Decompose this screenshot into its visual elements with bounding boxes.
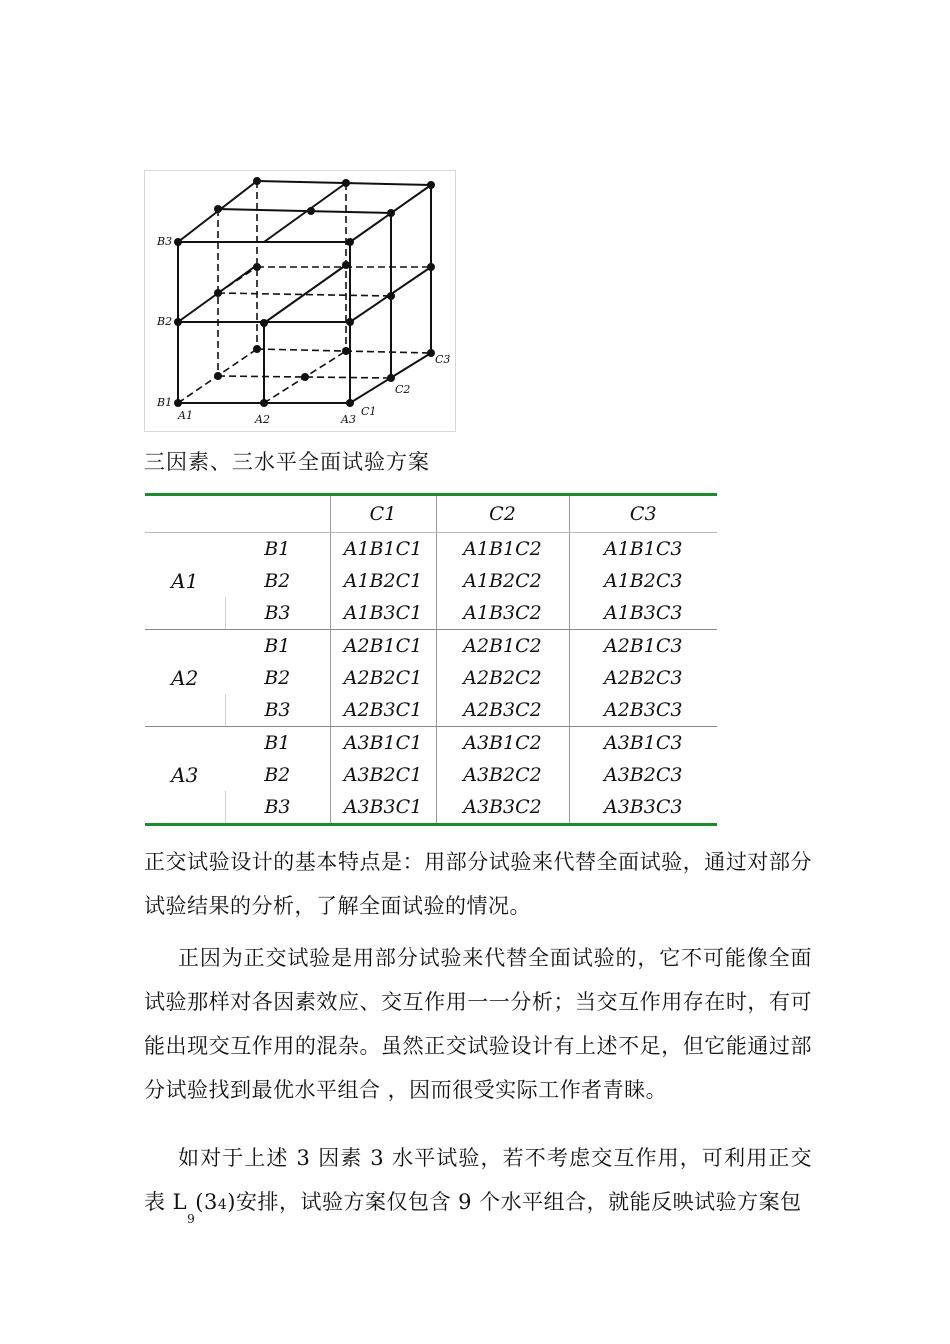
table-cell: A3B1C3 (569, 727, 717, 760)
table-cell: A2B3C3 (569, 694, 717, 727)
table-cell: A1B2C3 (569, 565, 717, 597)
header-c3: C3 (569, 495, 717, 533)
table-cell: A3B2C3 (569, 759, 717, 791)
table-cell: A2B3C1 (330, 694, 436, 727)
table-row (145, 597, 717, 630)
table-row (145, 662, 717, 694)
table-header-row (145, 495, 717, 533)
table-cell: A3B2C2 (436, 759, 569, 791)
table-row (145, 630, 717, 663)
table-row (145, 694, 717, 727)
table-cell: A2B1C1 (330, 630, 436, 663)
label-c3: C3 (435, 353, 451, 366)
table-cell: A1B1C3 (569, 533, 717, 566)
factor-b-cell: B1 (264, 538, 291, 560)
factor-b-cell: B2 (264, 764, 291, 786)
factor-a-cell: A3 (145, 727, 225, 825)
table-cell: A1B2C2 (436, 565, 569, 597)
paragraph-basic-features: 正交试验设计的基本特点是：用部分试验来代替全面试验，通过对部分试验结果的分析，了解全面试验的情况。 (144, 850, 812, 918)
factor-b-cell: B1 (264, 635, 291, 657)
factor-b-cell: B2 (264, 570, 291, 592)
table-cell: A3B3C2 (436, 791, 569, 825)
table-row (145, 727, 717, 760)
paragraph-text: 安排，试验方案仅包含 9 个水平组合，就能反映试验方案包 (235, 1190, 802, 1214)
table-cell: A1B3C1 (330, 597, 436, 630)
factor-cube-figure (144, 170, 456, 432)
table-cell: A1B2C1 (330, 565, 436, 597)
table-cell: A3B3C3 (569, 791, 717, 825)
factor-b-cell: B2 (264, 667, 291, 689)
figure-caption: 三因素、三水平全面试验方案 (144, 450, 430, 474)
factor-b-cell: B1 (264, 732, 291, 754)
table-row (145, 791, 717, 825)
label-a3: A3 (341, 413, 356, 426)
label-b3: B3 (157, 235, 173, 248)
table-cell: A2B1C2 (436, 630, 569, 663)
factor-b-cell: B3 (225, 694, 330, 727)
paren-close: ) (227, 1190, 236, 1214)
table-row (145, 565, 717, 597)
subscript-9: 9 (187, 1212, 196, 1226)
label-c2: C2 (395, 383, 411, 396)
table-cell: A1B1C1 (330, 533, 436, 566)
table-cell: A3B1C2 (436, 727, 569, 760)
paragraph-text: 如对于上述 3 因素 3 水平试验，若不考虑交互作用，可利用正交表 L (144, 1146, 812, 1214)
paragraph-orthogonal-table (144, 1136, 812, 1227)
corner-cell (145, 495, 225, 533)
table-cell: A1B1C2 (436, 533, 569, 566)
paren-open: (3 (195, 1190, 218, 1214)
table-row (145, 533, 717, 566)
table-row (145, 759, 717, 791)
label-c1: C1 (361, 405, 377, 418)
full-factorial-table (145, 493, 717, 826)
table-cell: A1B3C3 (569, 597, 717, 630)
table-cell: A2B1C3 (569, 630, 717, 663)
superscript-4: 4 (217, 1197, 228, 1213)
table-cell: A3B1C1 (330, 727, 436, 760)
table-cell: A2B2C2 (436, 662, 569, 694)
table-cell: A3B3C1 (330, 791, 436, 825)
table-cell: A3B2C1 (330, 759, 436, 791)
header-c2: C2 (436, 495, 569, 533)
paragraph-limitations: 正因为正交试验是用部分试验来代替全面试验的，它不可能像全面试验那样对各因素效应、交互作用一一分析；当交互作用存在时，有可能出现交互作用的混杂。虽然正交试验设计有上述不足，但它能通过部分试验找到最优水平组合 ，因而很受实际工作者青睐。 (144, 946, 812, 1102)
factor-b-cell: B3 (225, 791, 330, 825)
label-b1: B1 (157, 396, 173, 409)
table-cell: A2B2C3 (569, 662, 717, 694)
table-cell: A2B2C1 (330, 662, 436, 694)
corner-cell (225, 495, 330, 533)
cube-diagram (145, 171, 455, 431)
factor-a-cell: A1 (145, 533, 225, 630)
label-a1: A1 (178, 409, 193, 422)
label-a2: A2 (255, 413, 270, 426)
table-cell: A2B3C2 (436, 694, 569, 727)
header-c1: C1 (330, 495, 436, 533)
factor-b-cell: B3 (225, 597, 330, 630)
factor-a-cell: A2 (145, 630, 225, 727)
label-b2: B2 (157, 315, 173, 328)
table-cell: A1B3C2 (436, 597, 569, 630)
